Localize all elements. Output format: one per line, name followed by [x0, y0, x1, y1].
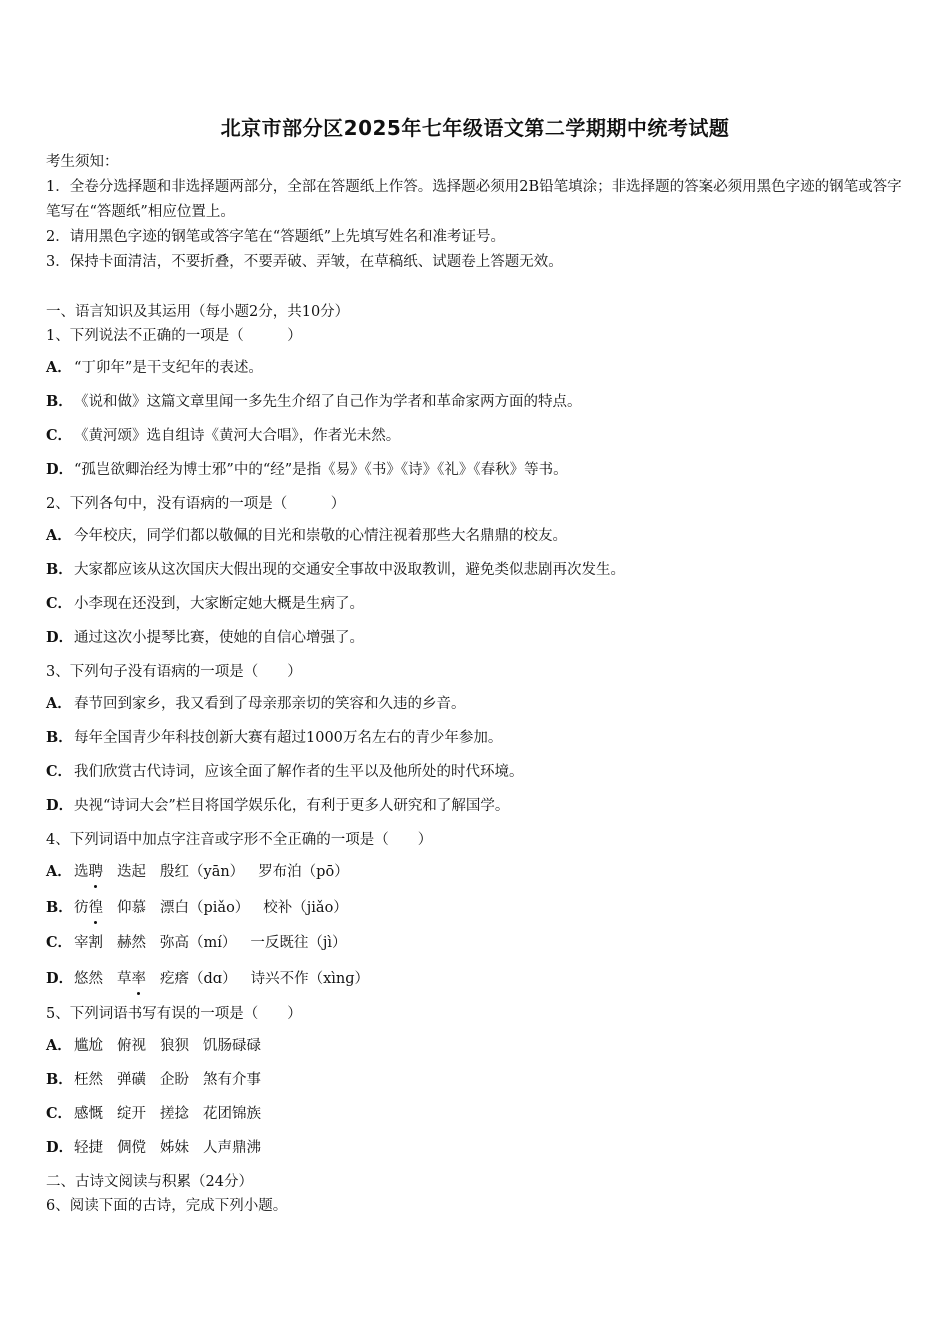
option-text: 我们欣赏古代诗词，应该全面了解作者的生平以及他所处的时代环境。 [74, 764, 524, 780]
exam-title: 北京市部分区2025年七年级语文第二学期期中统考试题 [220, 116, 730, 140]
term-char: 草 [117, 970, 132, 987]
q3-option-d [46, 794, 906, 828]
option-term-4: 校补（jiǎo） [263, 899, 348, 916]
q4-option-a [46, 860, 906, 896]
option-letter: A． [46, 1037, 72, 1054]
q2-option-b [46, 558, 906, 592]
question-1-stem: 1、下列说法不正确的一项是（ ） [46, 328, 302, 344]
q4-option-c [46, 931, 906, 967]
option-text: 央视“诗词大会”栏目将国学娱乐化，有利于更多人研究和了解国学。 [74, 798, 510, 814]
q5-option-a [46, 1034, 906, 1068]
q5-option-c [46, 1102, 906, 1136]
option-term-3: 疙瘩（dɑ） [160, 970, 237, 987]
option-letter: A． [46, 359, 72, 376]
q4-option-b [46, 896, 906, 932]
candidate-notice [46, 150, 906, 275]
question-5-stem: 5、下列词语书写有误的一项是（ ） [46, 1006, 302, 1022]
option-term-4: 人声鼎沸 [203, 1140, 261, 1156]
option-text: 《说和做》这篇文章里闻一多先生介绍了自己作为学者和革命家两方面的特点。 [74, 394, 582, 410]
option-letter: B． [46, 729, 73, 746]
q5-option-d [46, 1136, 906, 1170]
option-term-1: 感慨 [74, 1106, 103, 1122]
q1-option-d [46, 458, 906, 492]
option-term-1: 尴尬 [74, 1038, 103, 1054]
option-term-3: 弥高（mí） [160, 935, 237, 951]
option-letter: C． [46, 595, 73, 612]
option-term-3: 漂白（piǎo） [160, 899, 250, 916]
term-char: 彷 [74, 899, 89, 916]
option-letter: C． [46, 763, 73, 780]
option-letter: D． [46, 797, 74, 814]
option-letter: B． [46, 393, 73, 410]
option-letter: D． [46, 629, 74, 646]
q1-option-b [46, 390, 906, 424]
option-text: “丁卯年”是干支纪年的表述。 [74, 360, 263, 376]
option-letter: C． [46, 1105, 73, 1122]
option-term-2 [117, 967, 146, 991]
option-text: 《黄河颂》选自组诗《黄河大合唱》，作者光未然。 [74, 428, 401, 444]
option-letter: B． [46, 1071, 73, 1088]
option-term-2: 仰慕 [117, 899, 146, 916]
option-term-3: 殷红（yān） [160, 864, 245, 880]
option-term-1: 枉然 [74, 1072, 103, 1088]
option-text: 大家都应该从这次国庆大假出现的交通安全事故中汲取教训，避免类似悲剧再次发生。 [74, 562, 625, 578]
option-letter: C． [46, 934, 73, 951]
option-text: 通过这次小提琴比赛，使她的自信心增强了。 [74, 630, 364, 646]
question-4-stem: 4、下列词语中加点字注音或字形不全正确的一项是（ ） [46, 832, 433, 848]
section-1-heading: 一、语言知识及其运用（每小题2分，共10分） [46, 304, 350, 320]
option-text: 小李现在还没到，大家断定她大概是生病了。 [74, 596, 364, 612]
q2-option-a [46, 524, 906, 558]
option-letter: B． [46, 898, 73, 916]
option-letter: B． [46, 561, 73, 578]
dotted-char: 徨 [89, 896, 104, 920]
notice-item-1: 1．全卷分选择题和非选择题两部分，全部在答题纸上作答。选择题必须用2B铅笔填涂；非选择题的答案必须用黑色字迹的钢笔或答字笔写在“答题纸”相应位置上。 [46, 179, 902, 220]
q2-option-c [46, 592, 906, 626]
q3-option-a [46, 692, 906, 726]
section-2-heading: 二、古诗文阅读与积累（24分） [46, 1174, 253, 1190]
option-term-4: 饥肠碌碌 [203, 1038, 261, 1054]
q2-option-d [46, 626, 906, 660]
dotted-char: 聘 [89, 860, 104, 884]
q5-option-b [46, 1068, 906, 1102]
question-6-stem: 6、阅读下面的古诗，完成下列小题。 [46, 1198, 288, 1214]
option-term-2: 赫然 [117, 935, 146, 951]
option-term-3: 姊妹 [160, 1140, 189, 1156]
option-term-1 [74, 896, 103, 920]
option-letter: A． [46, 527, 72, 544]
option-term-2: 倜傥 [117, 1140, 146, 1156]
option-term-3: 狼狈 [160, 1038, 189, 1054]
option-letter: A． [46, 863, 72, 880]
option-text: “孤岂欲卿治经为博士邪”中的“经”是指《易》《书》《诗》《礼》《春秋》等书。 [74, 462, 568, 478]
q1-option-a [46, 356, 906, 390]
option-term-1 [74, 860, 103, 884]
q4-option-d [46, 967, 906, 1003]
option-letter: D． [46, 969, 74, 987]
option-term-4: 花团锦族 [203, 1106, 261, 1122]
exam-content [46, 300, 906, 1218]
option-term-3: 搓捻 [160, 1106, 189, 1122]
notice-item-3: 3．保持卡面清洁，不要折叠，不要弄破、弄皱，在草稿纸、试题卷上答题无效。 [46, 254, 563, 270]
question-2-stem: 2、下列各句中，没有语病的一项是（ ） [46, 496, 346, 512]
q3-option-c [46, 760, 906, 794]
option-letter: D． [46, 1139, 74, 1156]
q1-option-c [46, 424, 906, 458]
option-letter: D． [46, 461, 74, 478]
option-term-2: 绽开 [117, 1106, 146, 1122]
notice-item-2: 2．请用黑色字迹的钢笔或答字笔在“答题纸”上先填写姓名和准考证号。 [46, 229, 506, 245]
option-term-4: 诗兴不作（xìnɡ） [250, 970, 370, 987]
option-letter: C． [46, 427, 73, 444]
option-term-2: 弹磺 [117, 1072, 146, 1088]
option-term-1: 宰割 [74, 935, 103, 951]
option-term-1: 悠然 [74, 970, 103, 987]
option-letter: A． [46, 695, 72, 712]
option-term-4: 一反既往（jì） [250, 935, 347, 951]
option-term-4: 煞有介事 [203, 1072, 261, 1088]
option-text: 每年全国青少年科技创新大赛有超过1000万名左右的青少年参加。 [74, 730, 503, 746]
notice-heading: 考生须知： [46, 154, 119, 170]
option-term-2: 俯视 [117, 1038, 146, 1054]
option-text: 今年校庆，同学们都以敬佩的目光和崇敬的心情注视着那些大名鼎鼎的校友。 [74, 528, 567, 544]
question-3-stem: 3、下列句子没有语病的一项是（ ） [46, 664, 302, 680]
q3-option-b [46, 726, 906, 760]
term-char: 选 [74, 864, 89, 880]
option-term-1: 轻捷 [74, 1140, 103, 1156]
option-text: 春节回到家乡，我又看到了母亲那亲切的笑容和久违的乡音。 [74, 696, 466, 712]
option-term-2: 迭起 [117, 864, 146, 880]
dotted-char: 率 [132, 967, 147, 991]
option-term-3: 企盼 [160, 1072, 189, 1088]
option-term-4: 罗布泊（pō） [258, 864, 349, 880]
